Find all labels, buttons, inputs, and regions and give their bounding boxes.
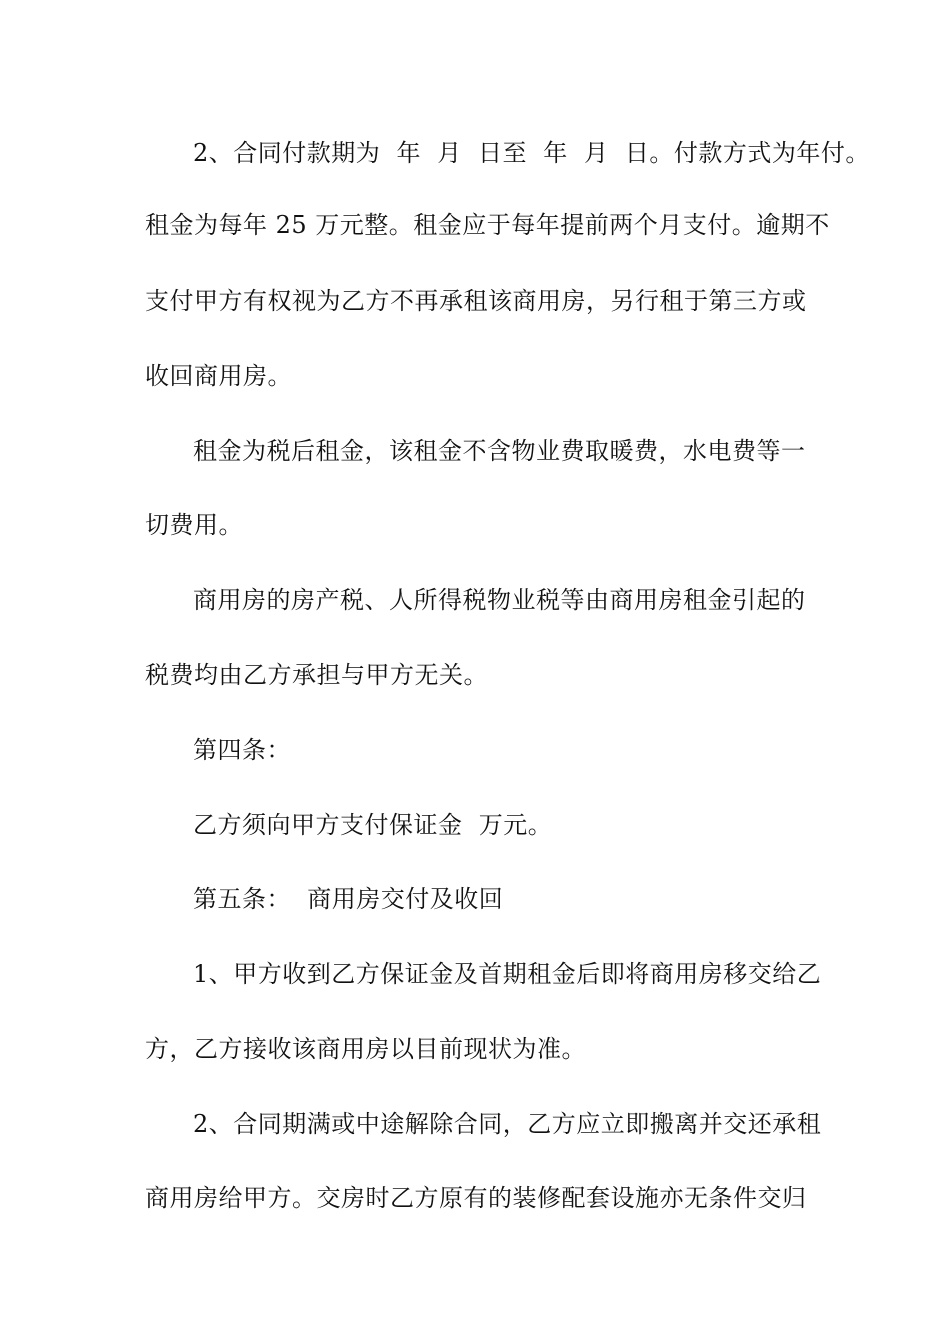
paragraph-line: 2、合同期满或中途解除合同，乙方应立即搬离并交还承租: [193, 1110, 822, 1138]
paragraph-line: 租金为税后租金，该租金不含物业费取暖费，水电费等一: [193, 437, 806, 465]
paragraph-line: 收回商用房。: [145, 362, 292, 390]
paragraph-line: 支付甲方有权视为乙方不再承租该商用房，另行租于第三方或: [145, 287, 807, 315]
section-heading: 第五条： 商用房交付及收回: [193, 885, 504, 913]
paragraph-line: 租金为每年 25 万元整。租金应于每年提前两个月支付。逾期不: [145, 211, 830, 239]
section-heading: 第四条：: [193, 736, 291, 764]
paragraph-line: 商用房给甲方。交房时乙方原有的装修配套设施亦无条件交归: [145, 1184, 807, 1212]
paragraph-line: 1、甲方收到乙方保证金及首期租金后即将商用房移交给乙: [193, 960, 822, 988]
paragraph-line: 2、合同付款期为 年 月 日至 年 月 日。付款方式为年付。: [193, 139, 870, 167]
paragraph-line: 乙方须向甲方支付保证金 万元。: [193, 811, 553, 839]
paragraph-line: 商用房的房产税、人所得税物业税等由商用房租金引起的: [193, 586, 806, 614]
paragraph-line: 方，乙方接收该商用房以目前现状为准。: [145, 1035, 586, 1063]
paragraph-line: 切费用。: [145, 511, 243, 539]
paragraph-line: 税费均由乙方承担与甲方无关。: [145, 661, 488, 689]
